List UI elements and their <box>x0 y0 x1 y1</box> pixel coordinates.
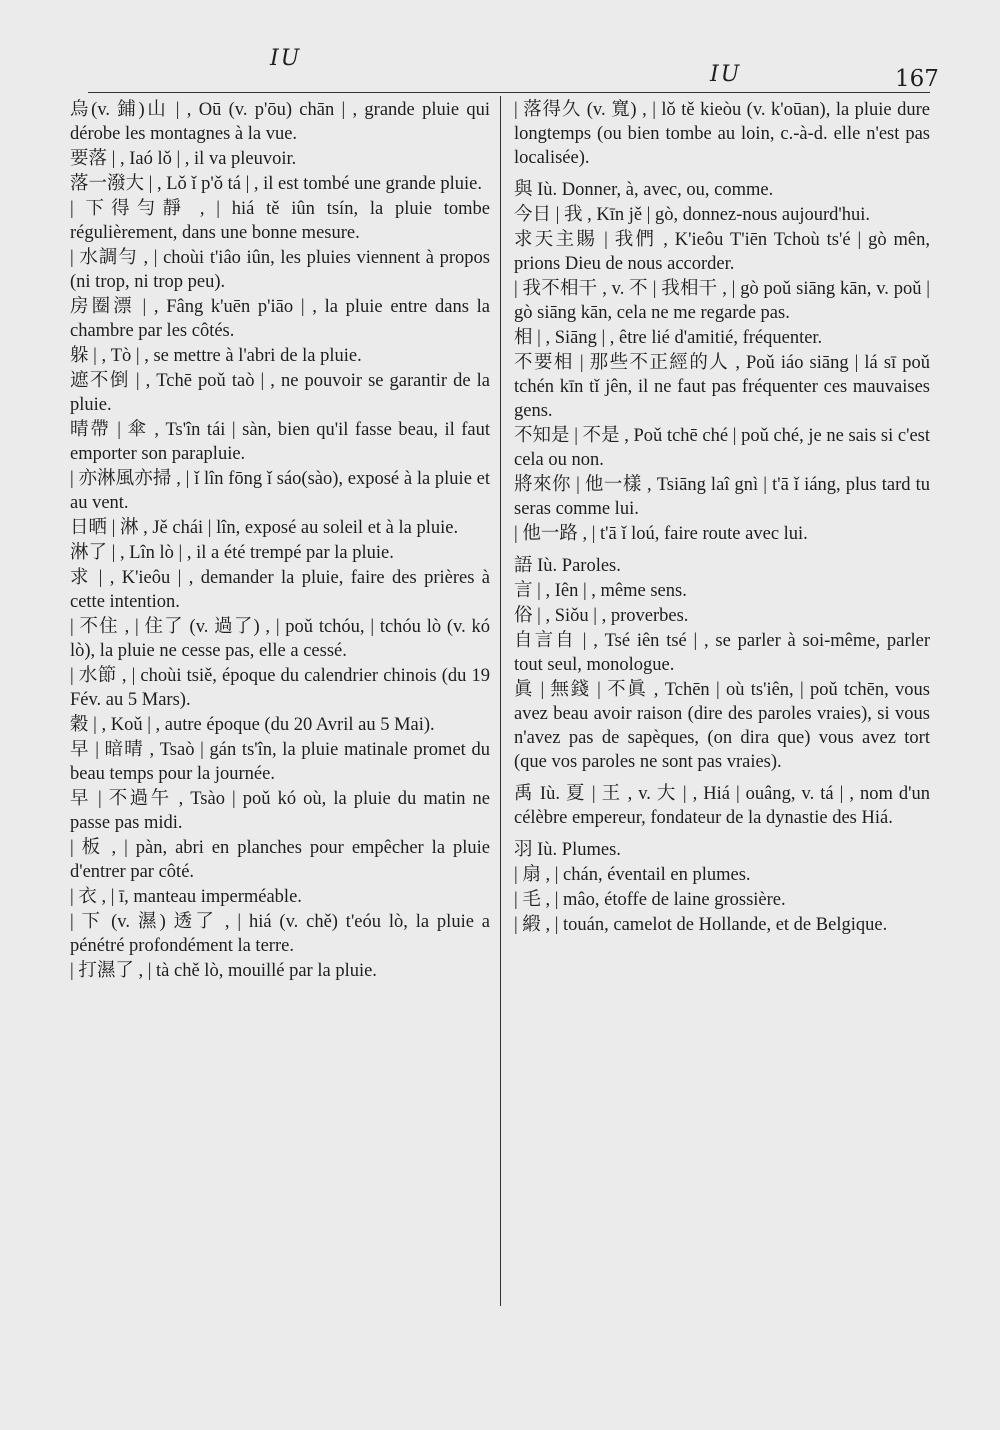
entry: 早 | 不過午 , Tsào | poǔ kó où, la pluie du matin ne passe pas midi. <box>70 789 490 833</box>
entry: | 板 , | pàn, abri en planches pour empêcher la pluie d'entrer par côté. <box>70 838 490 882</box>
headword-entry: 禹 Iù. 夏 | 王 , v. 大 | , Hiá | ouâng, v. tá | , nom d'un célèbre empereur, fondateur de la dynastie des Hiá. <box>514 784 930 828</box>
entry: 淋了 | , Lîn lò | , il a été trempé par la pluie. <box>70 543 394 563</box>
running-head-left: IU <box>270 46 302 71</box>
entry: | 扇 , | chán, éventail en plumes. <box>514 865 751 885</box>
entry: | 落得久 (v. 寬) , | lǒ tě kieòu (v. k'oūan), la pluie dure longtemps (ou bien tombe au loin, c.-à-d. elle n'est pas localisée). <box>514 100 930 168</box>
headword-entry: 語 Iù. Paroles. <box>514 556 621 576</box>
entry: 將來你 | 他一樣 , Tsiāng laî gnì | t'ā ǐ iáng, plus tard tu seras comme lui. <box>514 475 930 519</box>
header-rule <box>88 92 930 93</box>
entry: 自言自 | , Tsé iên tsé | , se parler à soi-même, parler tout seul, monologue. <box>514 631 930 675</box>
entry: 日晒 | 淋 , Jě chái | lîn, exposé au soleil et à la pluie. <box>70 518 459 538</box>
headword-entry: 羽 Iù. Plumes. <box>514 840 621 860</box>
entry: 求 | , K'ieôu | , demander la pluie, faire des prières à cette intention. <box>70 568 490 612</box>
entry: | 緞 , | touán, camelot de Hollande, et de Belgique. <box>514 915 888 935</box>
running-head-right: IU <box>710 62 742 87</box>
entry: 不知是 | 不是 , Poǔ tchē ché | poǔ ché, je ne sais si c'est cela ou non. <box>514 426 930 470</box>
entry: | 水調勻 , | choùi t'iâo iûn, les pluies viennent à propos (ni trop, ni trop peu). <box>70 248 490 292</box>
entry: 俗 | , Siǒu | , proverbes. <box>514 606 689 626</box>
entry: | 他一路 , | t'ā ǐ loú, faire route avec lui. <box>514 524 808 544</box>
entry: | 打濕了 , | tà chě lò, mouillé par la pluie. <box>70 961 377 981</box>
entry: | 水節 , | choùi tsiě, époque du calendrier chinois (du 19 Fév. au 5 Mars). <box>70 666 490 710</box>
entry: 落一潑大 | , Lǒ ǐ p'ǒ tá | , il est tombé une grande pluie. <box>70 174 483 194</box>
right-column <box>514 98 930 938</box>
page-number: 167 <box>895 66 939 92</box>
entry: | 下得勻靜 , | hiá tě iûn tsín, la pluie tombe régulièrement, dans une bonne mesure. <box>70 199 490 243</box>
entry: | 衣 , | ī, manteau imperméable. <box>70 887 302 907</box>
headword-entry: 與 Iù. Donner, à, avec, ou, comme. <box>514 180 774 200</box>
entry: 求天主賜 | 我們 , K'ieôu T'iēn Tchoù ts'é | gò mên, prions Dieu de nous accorder. <box>514 230 930 274</box>
entry: 穀 | , Koǔ | , autre époque (du 20 Avril au 5 Mai). <box>70 715 435 735</box>
entry: 今日 | 我 , Kīn jě | gò, donnez-nous aujourd'hui. <box>514 205 871 225</box>
entry: 晴帶 | 傘 , Ts'în tái | sàn, bien qu'il fasse beau, il faut emporter son parapluie. <box>70 420 490 464</box>
entry: 言 | , Iên | , même sens. <box>514 581 687 601</box>
left-column <box>70 98 490 984</box>
entry: 房圈漂 | , Fâng k'uēn p'iāo | , la pluie entre dans la chambre par les côtés. <box>70 297 490 341</box>
entry: 眞 | 無錢 | 不眞 , Tchēn | où ts'iên, | poǔ tchēn, vous avez beau avoir raison (dire des paroles vraies), si vous n'avez pas de sapèques, (on dira que) vous avez tort (que vos paroles ne sont pas vraies). <box>514 680 930 772</box>
entry: 躲 | , Tò | , se mettre à l'abri de la pluie. <box>70 346 362 366</box>
entry: 相 | , Siāng | , être lié d'amitié, fréquenter. <box>514 328 823 348</box>
entry: | 我不相干 , v. 不 | 我相干 , | gò poǔ siāng kān, v. poǔ | gò siāng kān, cela ne me regarde pas. <box>514 279 930 323</box>
entry: | 不住 , | 住了 (v. 過了) , | poǔ tchóu, | tchóu lò (v. kó lò), la pluie ne cesse pas, elle a cessé. <box>70 617 490 661</box>
entry: | 毛 , | mâo, étoffe de laine grossière. <box>514 890 786 910</box>
entry: 早 | 暗晴 , Tsaò | gán ts'în, la pluie matinale promet du beau temps pour la journée. <box>70 740 490 784</box>
entry: | 亦淋風亦掃 , | ǐ lîn fōng ǐ sáo(sào), exposé à la pluie et au vent. <box>70 469 490 513</box>
entry: 遮不倒 | , Tchē poǔ taò | , ne pouvoir se garantir de la pluie. <box>70 371 490 415</box>
entry: | 下 (v. 濕) 透了 , | hiá (v. chě) t'eóu lò, la pluie a pénétré profondément la terre. <box>70 912 490 956</box>
entry: 不要相 | 那些不正經的人 , Poǔ iáo siāng | lá sī poǔ tchén kīn tǐ jên, il ne faut pas fréquenter ces mauvaises gens. <box>514 353 930 421</box>
column-divider <box>500 96 501 1306</box>
entry: 要落 | , Iaó lǒ | , il va pleuvoir. <box>70 149 297 169</box>
entry: 烏(v. 鋪)山 | , Oū (v. p'ōu) chān | , grande pluie qui dérobe les montagnes à la vue. <box>70 100 490 144</box>
